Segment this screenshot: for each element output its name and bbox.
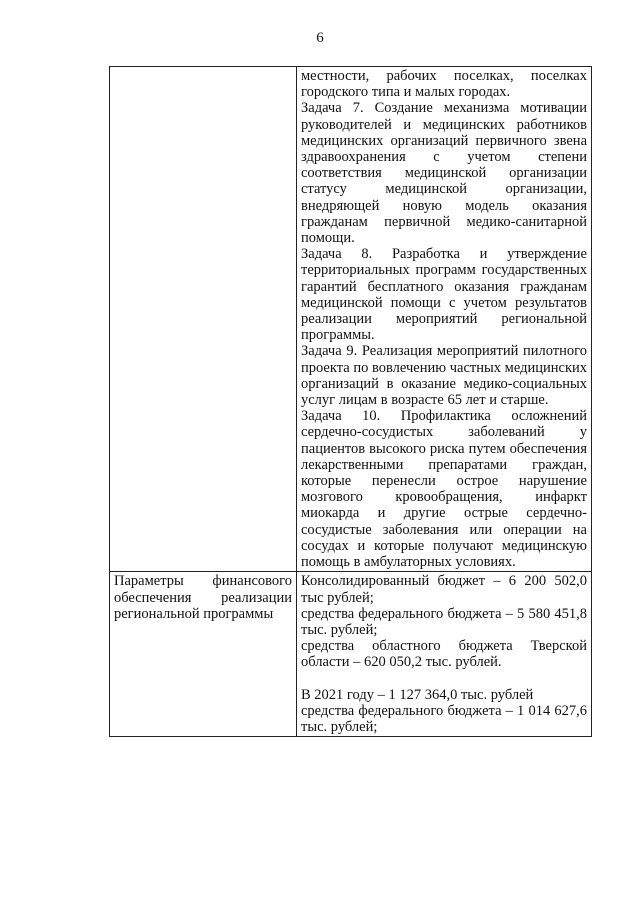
program-passport-table bbox=[109, 66, 592, 737]
row-label-cell bbox=[110, 67, 297, 572]
page-number: 6 bbox=[316, 30, 324, 46]
task-10-paragraph: Задача 10. Профилактика осложнений сердечно-сосудистых заболеваний у пациентов высокого риска путем обеспечения лекарственными препаратами граждан, которые перенесли острое нарушение мозгового кровообращения, инфаркт миокарда и другие острые сердечно-сосудистые заболевания или операции на сосудах и которые получают медицинскую помощь в амбулаторных условиях. bbox=[301, 408, 587, 571]
federal-budget-text: средства федерального бюджета – 5 580 451,8 тыс. рублей; bbox=[301, 605, 587, 638]
table-row bbox=[110, 572, 592, 737]
regional-budget-text: средства областного бюджета Тверской области – 620 050,2 тыс. рублей. bbox=[301, 638, 587, 671]
table-row bbox=[110, 67, 592, 572]
consolidated-budget-text: Консолидированный бюджет – 6 200 502,0 тыс рублей; bbox=[301, 573, 587, 606]
financing-cell bbox=[297, 572, 592, 737]
year-2021-federal-text: средства федерального бюджета – 1 014 627,6 тыс. рублей; bbox=[301, 702, 587, 735]
spacer bbox=[301, 671, 587, 687]
task-9-paragraph: Задача 9. Реализация мероприятий пилотного проекта по вовлечению частных медицинских организаций в оказание медико-социальных услуг лицам в возрасте 65 лет и старше. bbox=[301, 343, 587, 409]
task-8-paragraph: Задача 8. Разработка и утверждение территориальных программ государственных гарантий бесплатного оказания гражданам медицинской помощи с учетом результатов реализации мероприятий региональной программы. bbox=[301, 246, 587, 344]
task-paragraph: местности, рабочих поселках, поселках городского типа и малых городах. bbox=[301, 68, 587, 101]
task-7-paragraph: Задача 7. Создание механизма мотивации руководителей и медицинских работников медицинских организаций первичного звена здравоохранения с учетом степени соответствия медицинской организации статусу медицинской организации, внедряющей новую модель оказания гражданам первичной медико-санитарной помощи. bbox=[301, 100, 587, 247]
year-2021-total-text: В 2021 году – 1 127 364,0 тыс. рублей bbox=[301, 686, 534, 703]
financing-label: Параметры финансового обеспечения реализации региональной программы bbox=[114, 573, 292, 622]
tasks-cell bbox=[297, 67, 592, 572]
row-label-cell bbox=[110, 572, 297, 737]
